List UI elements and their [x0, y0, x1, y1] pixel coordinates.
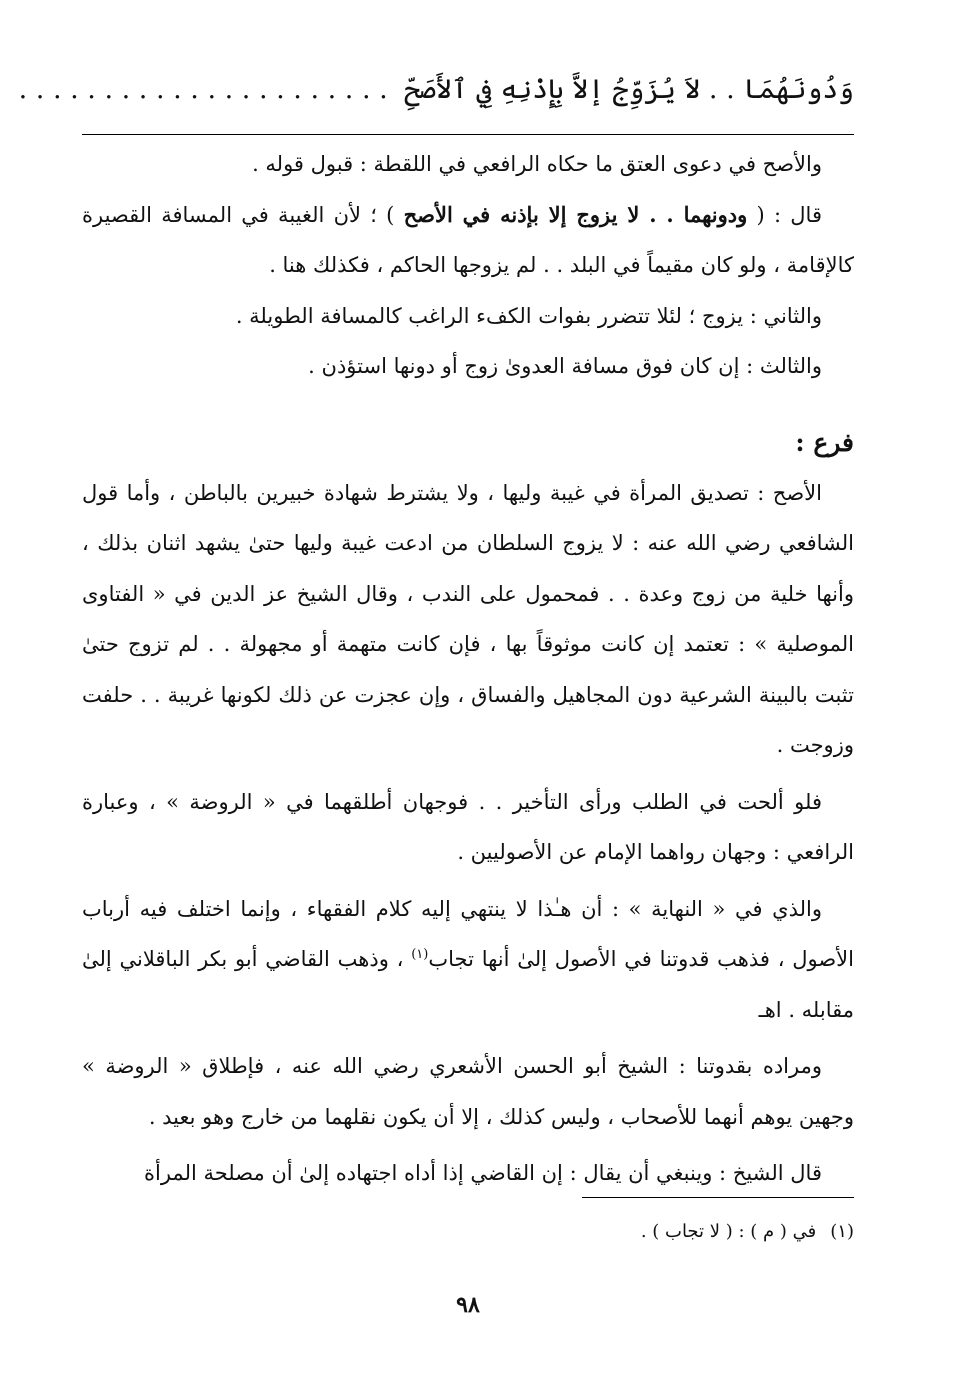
quoted-matn: ودونهما . . لا يزوج إلا بإذنه في الأصح	[403, 201, 748, 227]
paragraph-7-b: ، وذهب القاضي أبو بكر الباقلاني إلىٰ مقابله . اهـ	[82, 947, 854, 1022]
paragraph-8: ومراده بقدوتنا : الشيخ أبو الحسن الأشعري رضي الله عنه ، فإطلاق « الروضة » وجهين يوهم أنهما للأصحاب ، وليس كذلك ، إلا أن يكون نقلهما من خارج وهو بعيد .	[82, 1054, 854, 1129]
footnote	[641, 1212, 854, 1252]
header-rule	[82, 134, 854, 135]
paragraph-3: والثاني : يزوج ؛ لئلا تتضرر بفوات الكفء الراغب كالمسافة الطويلة .	[235, 303, 822, 328]
commentary-body	[82, 139, 854, 1199]
paragraph-9: قال الشيخ : وينبغي أن يقال : إن القاضي إذا أداه اجتهاده إلىٰ أن مصلحة المرأة	[144, 1161, 822, 1185]
paragraph-2	[82, 190, 854, 291]
paragraph-6: فلو ألحت في الطلب ورأى التأخير . . فوجهان أطلقهما في « الروضة » ، وعبارة الرافعي : وجهان رواهما الإمام عن الأصوليين .	[82, 789, 854, 864]
paragraph-2-rest: ) ؛ لأن الغيبة في المسافة القصيرة كالإقامة ، ولو كان مقيماً في البلد . . لم يزوجها الحاكم ، فكذلك هنا .	[82, 202, 854, 277]
section-heading: فرع :	[795, 427, 854, 457]
footnote-text: في ( م ) : ( لا تجاب ) .	[640, 1221, 817, 1242]
paragraph-7-a: والذي في « النهاية » : أن هـٰذا لا ينتهي إليه كلام الفقهاء ، وإنما اختلف فيه أرباب الأصول ، فذهب قدوتنا في الأصول إلىٰ أنها تجاب	[82, 896, 854, 971]
paragraph-4: والثالث : إن كان فوق مسافة العدوىٰ زوج أو دونها استؤذن .	[308, 354, 822, 378]
footnote-rule	[582, 1197, 854, 1198]
paragraph-5: الأصح : تصديق المرأة في غيبة وليها ، ولا يشترط شهادة خبيرين بالباطن ، وأما قول الشافعي رضي الله عنه : لا يزوج السلطان من ادعت غيبة وليها حتىٰ يشهد اثنان بذلك ، وأنها خلية من زوج وعدة . . فمحمول على الندب ، وقال الشيخ عز الدين في « الفتاوى الموصلية » : تعتمد إن كانت موثوقاً بها ، فإن كانت متهمة أو مجهولة . . لم تزوج حتىٰ تثبت بالبينة الشرعية دون المجاهيل والفساق ، وإن عجزت عن ذلك لكونها غريبة . . حلفت وزوجت .	[82, 480, 854, 757]
footnote-number: (١)	[830, 1221, 854, 1242]
book-page	[18, 70, 854, 1350]
matn-header-line	[18, 70, 854, 118]
paragraph-1: والأصح في دعوى العتق ما حكاه الرافعي في اللقطة : قبول قوله .	[252, 152, 822, 176]
footnote-marker: (١)	[411, 947, 429, 962]
page-number: ٩٨	[456, 1292, 480, 1318]
paragraph-2-lead: قال : (	[747, 202, 822, 227]
paragraph-7	[82, 884, 854, 1036]
matn-text: وَدُونَهُمَا . . لاَ يُزَوِّجُ إلاَّ بِإِذْنِهِ فِي ٱلأَصَحِّ	[404, 74, 854, 105]
dotted-leader: . . . . . . . . . . . . . . . . . . . . . .	[18, 74, 388, 105]
